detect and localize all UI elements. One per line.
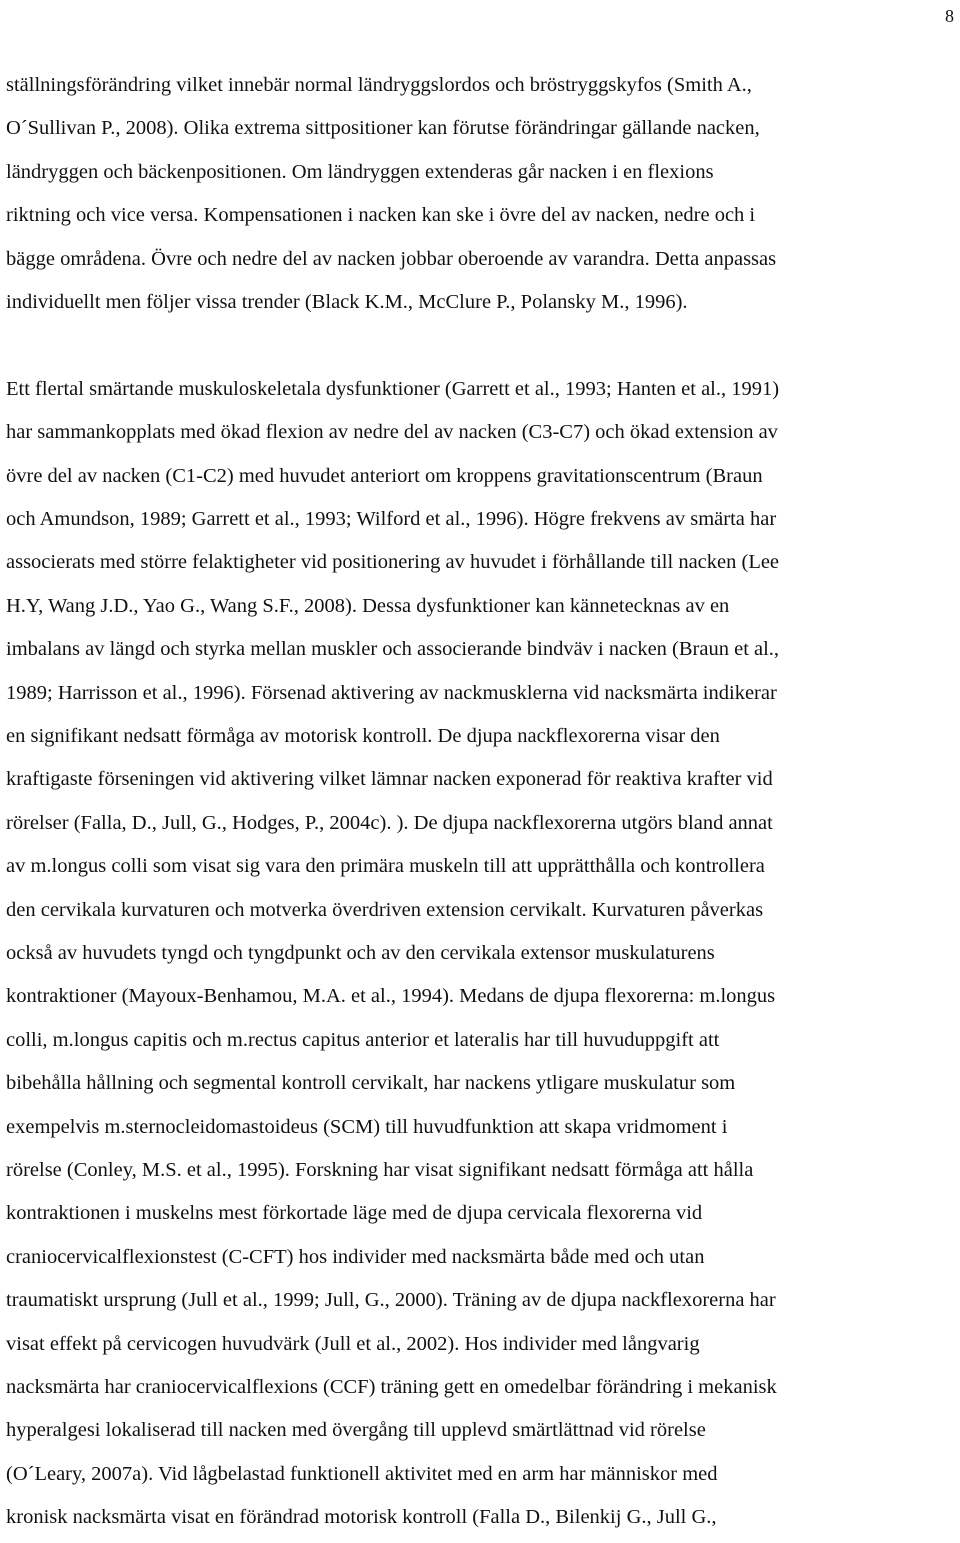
text-line: Ett flertal smärtande muskuloskeletala dysfunktioner (Garrett et al., 1993; Hanten et al., 1991) — [6, 377, 780, 400]
text-line: visat effekt på cervicogen huvudvärk (Jull et al., 2002). Hos individer med långvarig — [6, 1332, 700, 1355]
text-line: och Amundson, 1989; Garrett et al., 1993; Wilford et al., 1996). Högre frekvens av smärta har — [6, 508, 777, 530]
text-line: individuellt men följer vissa trender (Black K.M., McClure P., Polansky M., 1996). — [6, 291, 688, 313]
page-number: 8 — [945, 6, 954, 26]
text-line: O´Sullivan P., 2008). Olika extrema sittpositioner kan förutse förändringar gällande nacken, — [6, 117, 760, 140]
text-line: bägge områdena. Övre och nedre del av nacken jobbar oberoende av varandra. Detta anpassas — [6, 247, 777, 270]
text-line: craniocervicalflexionstest (C-CFT) hos individer med nacksmärta både med och utan — [6, 1245, 705, 1268]
text-line: exempelvis m.sternocleidomastoideus (SCM) till huvudfunktion att skapa vridmoment i — [6, 1115, 728, 1138]
text-line: 1989; Harrisson et al., 1996). Försenad aktivering av nackmusklerna vid nacksmärta indikerar — [6, 681, 777, 704]
text-line: en signifikant nedsatt förmåga av motorisk kontroll. De djupa nackflexorerna visar den — [6, 725, 720, 747]
text-line: kontraktioner (Mayoux-Benhamou, M.A. et al., 1994). Medans de djupa flexorerna: m.longus — [6, 985, 776, 1008]
text-line: (O´Leary, 2007a). Vid lågbelastad funktionell aktivitet med en arm har människor med — [6, 1462, 718, 1485]
text-line: rörelser (Falla, D., Jull, G., Hodges, P., 2004c). ). De djupa nackflexorerna utgörs bland annat — [6, 811, 773, 834]
text-line: kontraktionen i muskelns mest förkortade läge med de djupa cervicala flexorerna vid — [6, 1202, 703, 1225]
text-line: av m.longus colli som visat sig vara den primära muskeln till att upprätthålla och kontrollera — [6, 855, 765, 878]
text-line: ställningsförändring vilket innebär normal ländryggslordos och bröstryggskyfos (Smith A., — [6, 74, 752, 96]
text-line: hyperalgesi lokaliserad till nacken med övergång till upplevd smärtlättnad vid rörelse — [6, 1419, 706, 1442]
text-line: rörelse (Conley, M.S. et al., 1995). Forskning har visat signifikant nedsatt förmåga att hålla — [6, 1159, 754, 1181]
text-line: H.Y, Wang J.D., Yao G., Wang S.F., 2008). Dessa dysfunktioner kan kännetecknas av en — [6, 594, 730, 617]
text-line: kronisk nacksmärta visat en förändrad motorisk kontroll (Falla D., Bilenkij G., Jull G., — [6, 1506, 717, 1529]
text-line: övre del av nacken (C1-C2) med huvudet anteriort om kroppens gravitationscentrum (Braun — [6, 464, 763, 487]
text-line: kraftigaste förseningen vid aktivering vilket lämnar nacken exponerad för reaktiva krafter vid — [6, 768, 773, 791]
text-line: associerats med större felaktigheter vid positionering av huvudet i förhållande till nacken (Lee — [6, 551, 780, 574]
text-line: den cervikala kurvaturen och motverka överdriven extension cervikalt. Kurvaturen påverkas — [6, 898, 764, 921]
text-line: riktning och vice versa. Kompensationen i nacken kan ske i övre del av nacken, nedre och i — [6, 204, 756, 227]
text-line: också av huvudets tyngd och tyngdpunkt och av den cervikala extensor muskulaturens — [6, 942, 715, 964]
text-line: har sammankopplats med ökad flexion av nedre del av nacken (C3-C7) och ökad extension av — [6, 421, 778, 444]
text-line: colli, m.longus capitis och m.rectus capitus anterior et lateralis har till huvuduppgift att — [6, 1028, 720, 1051]
text-line: imbalans av längd och styrka mellan muskler och associerande bindväv i nacken (Braun et al., — [6, 638, 780, 661]
text-line: ländryggen och bäckenpositionen. Om ländryggen extenderas går nacken i en flexions — [6, 160, 714, 183]
text-line: nacksmärta har craniocervicalflexions (CCF) träning gett en omedelbar förändring i mekanisk — [6, 1376, 777, 1398]
text-line: bibehålla hållning och segmental kontroll cervikalt, har nackens ytligare muskulatur som — [6, 1072, 736, 1095]
text-line: traumatiskt ursprung (Jull et al., 1999; Jull, G., 2000). Träning av de djupa nackflexorerna har — [6, 1289, 776, 1312]
